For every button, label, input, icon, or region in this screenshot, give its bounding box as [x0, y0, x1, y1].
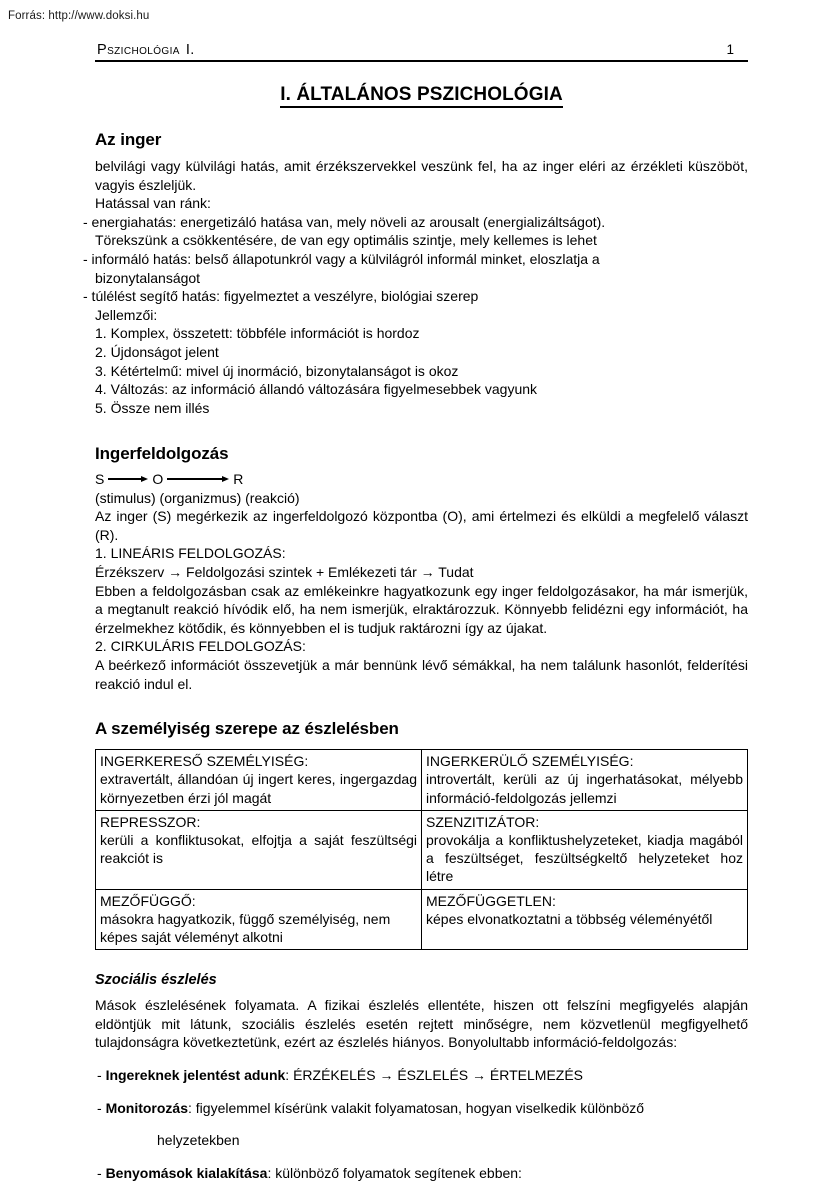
list-item-rest: : különböző folyamatok segítenek ebben:: [267, 1164, 522, 1181]
page-content: [83, 42, 748, 1196]
diagram-legend: (stimulus) (organizmus) (reakció): [95, 489, 300, 506]
arrow-right-icon: [108, 476, 148, 482]
list-item: [97, 1066, 748, 1085]
diagram-node-response: R: [233, 471, 244, 488]
inger-trait-item: 1. Komplex, összetett: többféle információt is hordoz: [95, 325, 420, 342]
linear-processing-body: Ebben a feldolgozásban csak az emlékeinkre hagyatkozunk egy inger feldolgozásakor, ha már ismerjük, a megtanult reakció hívódik elő, ha nem ismerjük, elraktározzuk. Könnyebb felidézni egy információt, ha érzelmekhez kötődik, és könnyebben el is tudjuk raktározni így az újakat.: [95, 582, 748, 636]
table-row: [96, 810, 748, 889]
circular-processing-body: A beérkező információt összevetjük a már bennünk lévő sémákkal, ha nem találunk hasonlót, felderítési reakció indul el.: [95, 657, 748, 692]
table-cell-szenzitizator: [422, 810, 748, 889]
table-cell-represszor: [96, 810, 422, 889]
section-heading-inger: Az inger: [95, 130, 162, 149]
table-cell-ingerkereso: [96, 750, 422, 811]
list-item-continuation: helyzetekben: [157, 1132, 240, 1149]
cell-title: MEZŐFÜGGŐ:: [100, 892, 196, 909]
running-header-volume: I.: [185, 42, 195, 58]
list-item: [97, 1164, 748, 1183]
ingerfeldolgozas-explanation: Az inger (S) megérkezik az ingerfeldolgozó központba (O), ami értelmezi és elküldi a megfelelő választ (R).: [95, 508, 748, 543]
running-header-title: [97, 42, 195, 58]
table-cell-mezofuggetlen: [422, 889, 748, 950]
linear-processing-label: 1. LINEÁRIS FELDOLGOZÁS:: [95, 545, 286, 562]
inger-effect-item: - energiahatás: energetizáló hatása van, mely növeli az arousalt (energializáltságot).: [83, 213, 606, 230]
inger-trait-item: 4. Változás: az információ állandó változására figyelmesebbek vagyunk: [95, 381, 538, 398]
subsection-heading-szocialis: Szociális észlelés: [95, 972, 217, 989]
document-title-text: I. ÁLTALÁNOS PSZICHOLÓGIA: [280, 84, 563, 108]
inger-effect-item: - informáló hatás: belső állapotunkról vagy a külvilágról informál minket, eloszlatja a: [83, 251, 600, 268]
table-cell-ingerkerulo: [422, 750, 748, 811]
running-header: [95, 42, 748, 62]
list-item-rest: : figyelemmel kísérünk valakit folyamatosan, hogyan viselkedik különböző: [188, 1099, 645, 1116]
list-item-lead: Benyomások kialakítása: [105, 1164, 268, 1181]
cell-body: képes elvonatkoztatni a többség véleményétől: [426, 910, 713, 927]
cell-body: provokálja a konfliktushelyzeteket, kiadja magából a feszültséget, feszültségkeltő helyzeteket hoz létre: [426, 831, 743, 885]
source-watermark: Forrás: http://www.doksi.hu: [8, 10, 150, 22]
list-item-dash: -: [97, 1066, 102, 1083]
list-item-dash: -: [97, 1099, 102, 1116]
cell-body: másokra hagyatkozik, függő személyiség, nem képes saját véleményt alkotni: [100, 910, 391, 945]
inger-effect-item: - túlélést segítő hatás: figyelmeztet a veszélyre, biológiai szerep: [83, 288, 479, 305]
cell-title: INGERKERESŐ SZEMÉLYISÉG:: [100, 753, 309, 770]
table-cell-mezofuggo: [96, 889, 422, 950]
cell-body: introvertált, kerüli az új ingerhatásokat, mélyebb információ-feldolgozás jellemzi: [426, 771, 743, 806]
diagram-node-stimulus: S: [95, 471, 105, 488]
linear-processing-chain: Érzékszerv → Feldolgozási szintek + Emlékezeti tár → Tudat: [95, 563, 474, 580]
document-title: [95, 84, 748, 106]
list-item-lead: Ingereknek jelentést adunk: [105, 1066, 286, 1083]
diagram-node-organism: O: [152, 471, 164, 488]
stimulus-organism-response-diagram: [95, 471, 748, 488]
cell-title: INGERKERÜLŐ SZEMÉLYISÉG:: [426, 753, 634, 770]
szocialis-body-paragraph: Mások észlelésének folyamata. A fizikai észlelés ellentéte, hiszen ott felszíni megfigyelés alapján eldöntjük mit látunk, szociális észlelés esetén rejtett minőségre, nem közvetlenül megfigyelhető tulajdonságra következtetünk, ezért az észlelés hiányos. Bonyolultabb információ-feldolgozás:: [95, 997, 748, 1051]
cell-body: kerüli a konfliktusokat, elfojtja a saját feszültségi reakciót is: [100, 831, 417, 867]
szocialis-points-list: [95, 1066, 748, 1182]
running-header-subject: Pszichológia: [97, 42, 180, 58]
inger-effect-item-continuation: Törekszünk a csökkentésére, de van egy optimális szintje, mely kellemes is lehet: [95, 232, 597, 249]
table-row: [96, 750, 748, 811]
list-item: [97, 1099, 748, 1118]
section-heading-szemelyiseg: A személyiség szerepe az észlelésben: [95, 719, 399, 739]
list-item-rest: : ÉRZÉKELÉS → ÉSZLELÉS → ÉRTELMEZÉS: [285, 1066, 584, 1083]
list-item-lead: Monitorozás: [105, 1099, 189, 1116]
list-item-dash: -: [97, 1164, 102, 1181]
inger-effects-label: Hatással van ránk:: [95, 195, 211, 212]
inger-traits-label: Jellemzői:: [95, 306, 158, 323]
page-number: 1: [726, 42, 734, 57]
cell-body: extravertált, állandóan új ingert keres, ingergazdag környezetben érzi jól magát: [100, 771, 417, 806]
cell-title: MEZŐFÜGGETLEN:: [426, 892, 556, 909]
arrow-right-icon: [167, 476, 229, 482]
circular-processing-label: 2. CIRKULÁRIS FELDOLGOZÁS:: [95, 638, 306, 655]
inger-effect-item-continuation: bizonytalanságot: [95, 269, 201, 286]
section-heading-ingerfeldolgozas: Ingerfeldolgozás: [95, 443, 229, 463]
table-row: [96, 889, 748, 950]
inger-trait-item: 5. Össze nem illés: [95, 399, 210, 416]
inger-trait-item: 3. Kétértelmű: mivel új inormáció, bizonytalanságot is okoz: [95, 362, 459, 379]
cell-title: SZENZITIZÁTOR:: [426, 813, 540, 830]
inger-trait-item: 2. Újdonságot jelent: [95, 344, 219, 361]
inger-intro-paragraph: belvilági vagy külvilági hatás, amit érzékszervekkel veszünk fel, ha az inger eléri az érzékleti küszöböt, vagyis észleljük.: [95, 158, 748, 193]
cell-title: REPRESSZOR:: [100, 813, 201, 830]
personality-types-table: [95, 749, 748, 950]
